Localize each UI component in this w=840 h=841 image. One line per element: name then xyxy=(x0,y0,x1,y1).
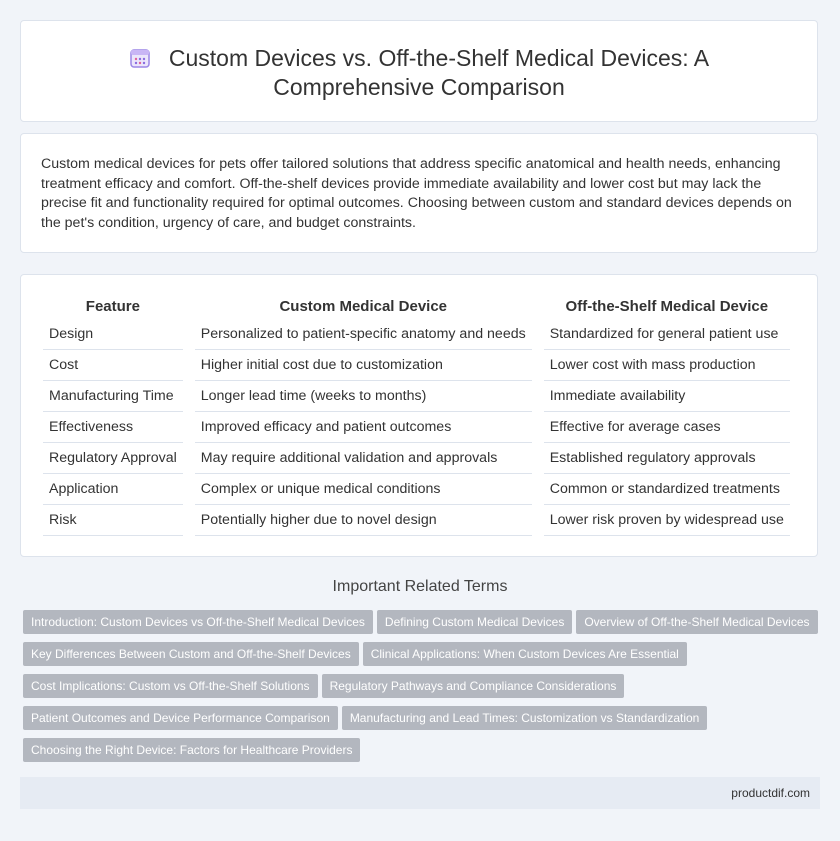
feature-cell: Manufacturing Time xyxy=(43,381,183,412)
off-the-shelf-cell: Common or standardized treatments xyxy=(544,474,790,505)
feature-cell: Regulatory Approval xyxy=(43,443,183,474)
related-term-tag[interactable]: Patient Outcomes and Device Performance Comparison xyxy=(23,706,338,730)
off-the-shelf-cell: Effective for average cases xyxy=(544,412,790,443)
feature-cell: Design xyxy=(43,319,183,350)
related-term-tag[interactable]: Choosing the Right Device: Factors for Healthcare Providers xyxy=(23,738,360,762)
custom-cell: Improved efficacy and patient outcomes xyxy=(195,412,532,443)
off-the-shelf-cell: Standardized for general patient use xyxy=(544,319,790,350)
intro-paragraph: Custom medical devices for pets offer tailored solutions that address specific anatomical and health needs, enhancing treatment efficacy and comfort. Off-the-shelf devices provide immediate availability and lower cost but may lack the precise fit and functionality required for optimal outcomes. Choosing between custom and standard devices depends on the pet's condition, urgency of care, and budget constraints. xyxy=(41,156,792,231)
off-the-shelf-cell: Immediate availability xyxy=(544,381,790,412)
custom-cell: Longer lead time (weeks to months) xyxy=(195,381,532,412)
intro-card xyxy=(20,133,818,253)
table-row xyxy=(43,443,790,474)
feature-cell: Application xyxy=(43,474,183,505)
related-terms-list xyxy=(23,610,823,770)
header-off-the-shelf: Off-the-Shelf Medical Device xyxy=(565,298,769,315)
related-term-tag[interactable]: Manufacturing and Lead Times: Customization vs Standardization xyxy=(342,706,708,730)
custom-cell: Potentially higher due to novel design xyxy=(195,505,532,536)
title-line-1: Custom Devices vs. Off-the-Shelf Medical Devices: A xyxy=(168,45,710,71)
feature-cell: Cost xyxy=(43,350,183,381)
related-term-tag[interactable]: Key Differences Between Custom and Off-the-Shelf Devices xyxy=(23,642,359,666)
off-the-shelf-cell: Lower risk proven by widespread use xyxy=(544,505,790,536)
table-row xyxy=(43,319,790,350)
off-the-shelf-cell: Lower cost with mass production xyxy=(544,350,790,381)
footer-site-link[interactable]: productdif.com xyxy=(731,786,810,800)
calendar-icon xyxy=(129,47,151,69)
header-feature: Feature xyxy=(85,298,140,315)
related-term-tag[interactable]: Clinical Applications: When Custom Devices Are Essential xyxy=(363,642,687,666)
custom-cell: May require additional validation and approvals xyxy=(195,443,532,474)
table-header-row xyxy=(43,295,790,319)
comparison-table xyxy=(43,295,790,536)
page-title xyxy=(21,44,817,102)
comparison-card xyxy=(20,274,818,557)
feature-cell: Effectiveness xyxy=(43,412,183,443)
feature-cell: Risk xyxy=(43,505,183,536)
custom-cell: Personalized to patient-specific anatomy and needs xyxy=(195,319,532,350)
header-custom: Custom Medical Device xyxy=(279,298,448,315)
table-row xyxy=(43,350,790,381)
title-card xyxy=(20,20,818,122)
off-the-shelf-cell: Established regulatory approvals xyxy=(544,443,790,474)
related-terms-title: Important Related Terms xyxy=(332,578,508,595)
related-term-tag[interactable]: Regulatory Pathways and Compliance Considerations xyxy=(322,674,625,698)
table-row xyxy=(43,474,790,505)
custom-cell: Complex or unique medical conditions xyxy=(195,474,532,505)
related-term-tag[interactable]: Cost Implications: Custom vs Off-the-Shelf Solutions xyxy=(23,674,318,698)
related-term-tag[interactable]: Introduction: Custom Devices vs Off-the-Shelf Medical Devices xyxy=(23,610,373,634)
table-row xyxy=(43,381,790,412)
related-term-tag[interactable]: Defining Custom Medical Devices xyxy=(377,610,572,634)
title-line-2: Comprehensive Comparison xyxy=(273,74,565,100)
custom-cell: Higher initial cost due to customization xyxy=(195,350,532,381)
footer xyxy=(20,777,820,809)
table-row xyxy=(43,505,790,536)
related-term-tag[interactable]: Overview of Off-the-Shelf Medical Devices xyxy=(576,610,817,634)
table-row xyxy=(43,412,790,443)
